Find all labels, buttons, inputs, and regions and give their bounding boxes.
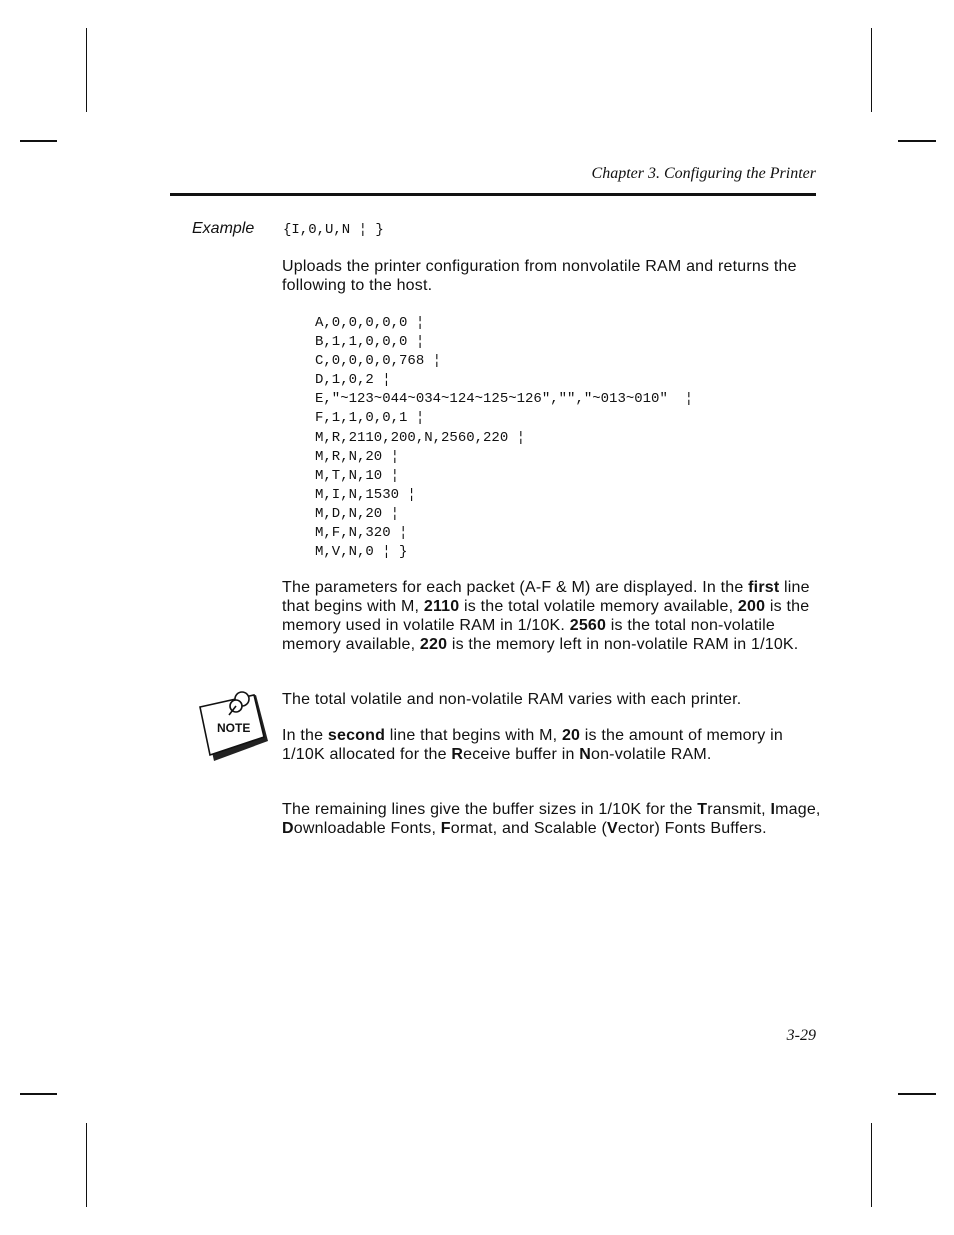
crop-mark-top-right-vertical	[871, 28, 872, 112]
example-command: {I,0,U,N ¦ }	[283, 222, 384, 238]
code-line: M,F,N,320 ¦	[315, 525, 408, 542]
code-line: D,1,0,2 ¦	[315, 372, 391, 389]
note-icon	[196, 689, 272, 765]
parameters-paragraph: The parameters for each packet (A-F & M) are displayed. In the first line that begins with M, 2110 is the total volatile memory available, 200 is the memory used in volatile RAM in 1/10K. 2560 is the total non-volatile memory available, 220 is the memory left in non-volatile RAM in 1/10K.	[282, 579, 810, 653]
crop-mark-top-left-horizontal	[20, 140, 57, 142]
code-line: B,1,1,0,0,0 ¦	[315, 334, 425, 351]
crop-mark-bottom-left-horizontal	[20, 1093, 57, 1095]
code-line: M,R,2110,200,N,2560,220 ¦	[315, 429, 526, 446]
header-rule	[170, 193, 816, 196]
code-line: E,"~123~044~034~124~125~126","","~013~010" ¦	[315, 391, 694, 408]
chapter-header: Chapter 3. Configuring the Printer	[591, 165, 816, 182]
crop-mark-top-right-horizontal	[898, 140, 936, 142]
note-text: The total volatile and non-volatile RAM varies with each printer.	[282, 691, 742, 708]
code-line: F,1,1,0,0,1 ¦	[315, 410, 425, 427]
second-line-paragraph: In the second line that begins with M, 20 is the amount of memory in 1/10K allocated for the Receive buffer in Non-volatile RAM.	[282, 727, 783, 763]
crop-mark-bottom-right-horizontal	[898, 1093, 936, 1095]
code-line: M,V,N,0 ¦ }	[315, 544, 408, 561]
intro-paragraph: Uploads the printer configuration from nonvolatile RAM and returns the following to the host.	[282, 258, 797, 294]
remaining-lines-paragraph: The remaining lines give the buffer sizes in 1/10K for the Transmit, Image, Downloadable Fonts, Format, and Scalable (Vector) Fonts Buffers.	[282, 801, 821, 837]
crop-mark-top-left-vertical	[86, 28, 87, 112]
code-line: M,T,N,10 ¦	[315, 467, 400, 484]
code-line: M,R,N,20 ¦	[315, 448, 400, 465]
code-line: A,0,0,0,0,0 ¦	[315, 315, 425, 331]
note-icon-label: NOTE	[217, 721, 251, 735]
crop-mark-bottom-right-vertical	[871, 1123, 872, 1207]
page-number: 3-29	[786, 1027, 816, 1044]
code-line: M,I,N,1530 ¦	[315, 486, 416, 503]
code-line: C,0,0,0,0,768 ¦	[315, 353, 442, 370]
example-label: Example	[192, 220, 255, 237]
code-block	[315, 314, 693, 562]
code-line: M,D,N,20 ¦	[315, 505, 400, 522]
crop-mark-bottom-left-vertical	[86, 1123, 87, 1207]
